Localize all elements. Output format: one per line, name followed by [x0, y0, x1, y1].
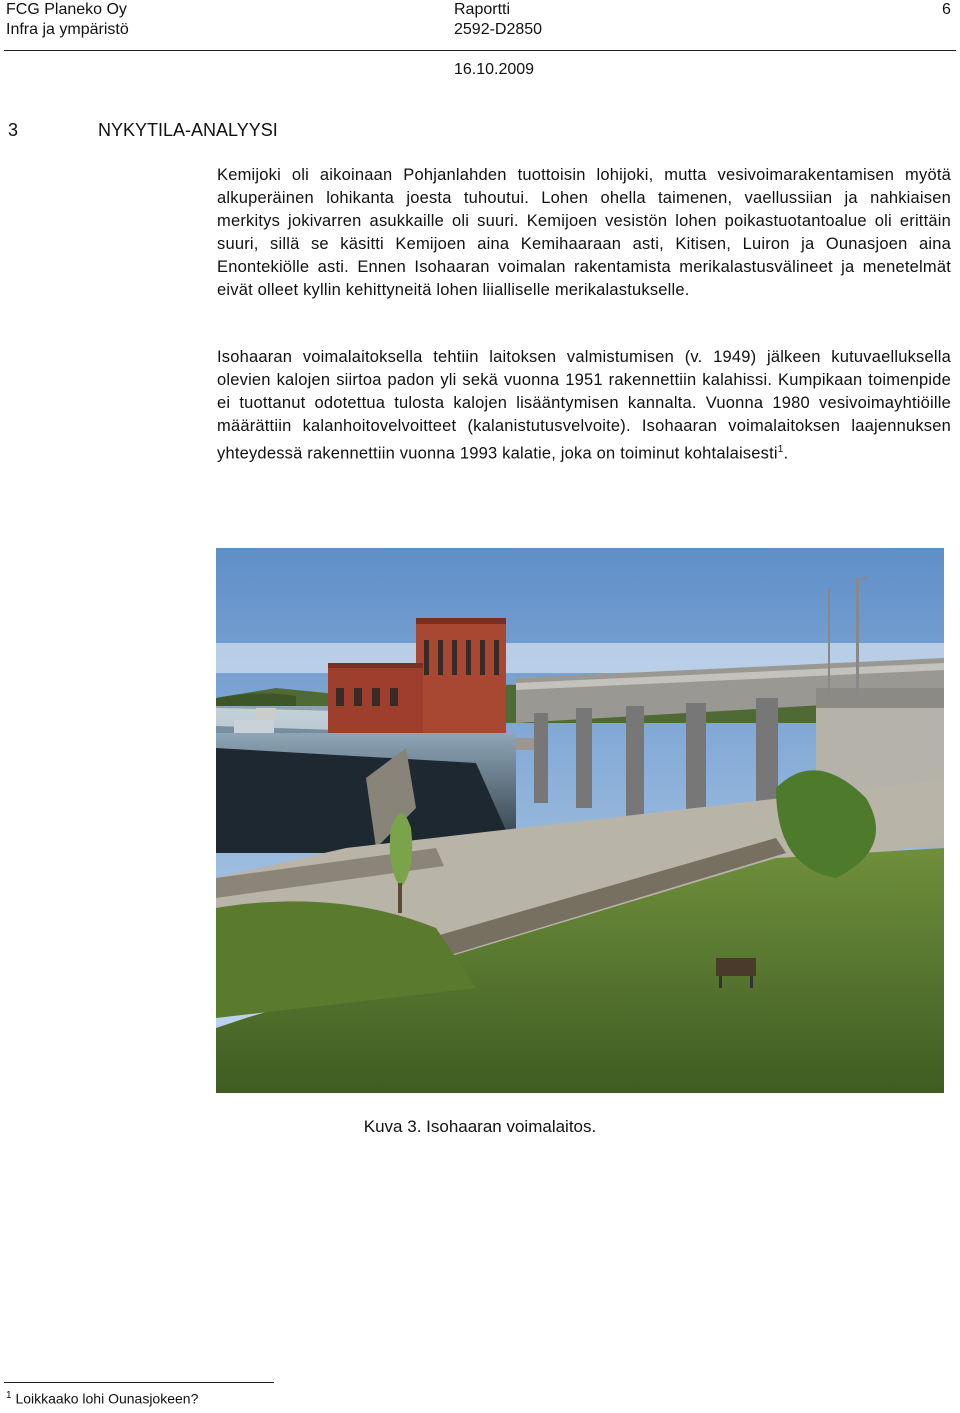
document-number: 2592-D2850	[454, 21, 543, 38]
footnote-reference: 1	[777, 444, 784, 455]
document-date: 16.10.2009	[454, 61, 535, 78]
paragraph-2-text: Isohaaran voimalaitoksella tehtiin laitoksen valmistumisen (v. 1949) jälkeen kutuvaelluksella olevien kalojen siirtoa padon yli sekä vuonna 1951 rakennettiin kalahissi. Kumpikaan toimenpide ei tuottanut odotettua tulosta kalojen lisääntymisen kannalta. Vuonna 1980 vesivoimayhtiöille määrättiin kalanhoitovelvoitteet (kalanistutusvelvoite). Isohaaran voimalaitoksen laajennuksen yhteydessä rakennettiin vuonna 1993 kalatie, joka on toiminut kohtalaisesti	[217, 348, 951, 463]
document-type: Raportti	[454, 1, 511, 18]
section-title: NYKYTILA-ANALYYSI	[98, 120, 278, 140]
page-header	[0, 0, 960, 80]
page-number: 6	[942, 1, 951, 18]
power-plant-photo	[216, 548, 944, 1093]
paragraph-2	[217, 346, 951, 466]
section-heading	[8, 120, 278, 141]
section-number: 3	[8, 120, 19, 140]
footnote-text: Loikkaako lohi Ounasjokeen?	[15, 1390, 199, 1407]
header-rule	[4, 50, 956, 51]
footnote-marker: 1	[6, 1390, 12, 1401]
paragraph-2-end: .	[783, 444, 789, 463]
footnote	[6, 1390, 198, 1407]
footnote-rule	[4, 1382, 274, 1383]
figure-caption: Kuva 3. Isohaaran voimalaitos.	[363, 1117, 597, 1136]
company-name: FCG Planeko Oy	[6, 1, 127, 18]
paragraph-1: Kemijoki oli aikoinaan Pohjanlahden tuottoisin lohijoki, mutta vesivoimarakentamisen myötä alkuperäinen lohikanta joesta tuhoutui. Lohen ohella taimenen, vaellussiian ja nahkiaisen merkitys jokivarren asukkaille oli suuri. Kemijoen vesistön lohen poikastuotantoalue oli erittäin suuri, sillä se käsitti Kemijoen aina Kemihaaraan asti, Kitisen, Luiron ja Ounasjoen aina Enontekiölle asti. Ennen Isohaaran voimalan rakentamista merikalastusvälineet ja menetelmät eivät olleet kyllin kehittyneitä lohen liialliselle merikalastukselle.	[217, 166, 951, 299]
department-name: Infra ja ympäristö	[6, 21, 129, 38]
